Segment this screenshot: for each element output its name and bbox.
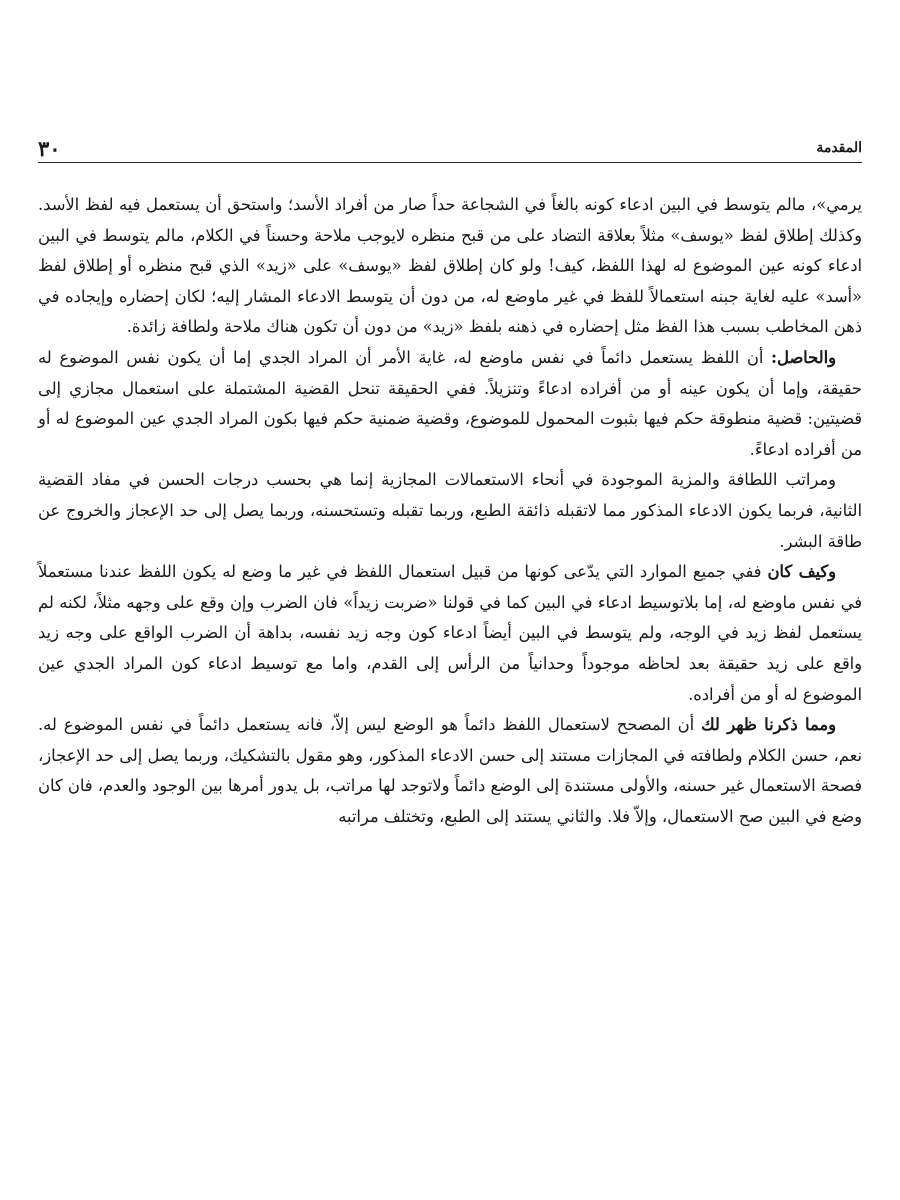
- paragraph-text: يرمي»، مالم يتوسط في البين ادعاء كونه بالغاً في الشجاعة حداً صار من أفراد الأسد؛ واستحق أن يستعمل فيه لفظ الأسد. وكذلك إطلاق لفظ «يوسف» مثلاً بعلاقة التضاد على من قبح منظره لايوجب ملاحة وحسناً في الكلام، مالم يتوسط في البين ادعاء كونه عين الموضوع له لهذا اللفظ، كيف! ولو كان إطلاق لفظ «يوسف» على «زيد» الذي قبح منظره أو إطلاق لفظ «أسد» عليه لغاية جبنه استعمالاً للفظ في غير ماوضع له، من دون أن يتوسط الادعاء المشار إليه؛ لكان إحضاره وإيجاده في ذهن المخاطب بسبب هذا الفظ مثل إحضاره في ذهنه بلفظ «زيد» من دون أن تكون هناك ملاحة ولطافة زائدة.: [38, 195, 862, 337]
- body-text: [38, 190, 862, 832]
- paragraph: [38, 710, 862, 832]
- paragraph-text: أن اللفظ يستعمل دائماً في نفس ماوضع له، غاية الأمر أن المراد الجدي إما أن يكون نفس الموضوع له حقيقة، وإما أن يكون عينه أو من أفراده ادعاءً وتنزيلاً. ففي الحقيقة تنحل القضية المشتملة على استعمال مجازي إلى قضيتين: قضية منطوقة حكم فيها بثبوت المحمول للموضوع، وقضية ضمنية حكم فيها بكون المراد الجدي عين الموضوع له أو من أفراده ادعاءً.: [38, 347, 862, 459]
- page-number: ٣٠: [38, 135, 61, 161]
- paragraph-lead: ومما ذكرنا ظهر لك: [701, 715, 836, 735]
- paragraph-text: ومراتب اللطافة والمزية الموجودة في أنحاء الاستعمالات المجازية إنما هي بحسب درجات الحسن في مفاد القضية الثانية، فربما يكون الادعاء المذكور مما لاتقبله ذائقة الطبع، وربما تقبله وتستحسنه، وربما يصل إلى حد الإعجاز والخروج عن طاقة البشر.: [38, 470, 862, 551]
- paragraph-text: أن المصحح لاستعمال اللفظ دائماً هو الوضع ليس إلاّ، فانه يستعمل دائماً في نفس الموضوع له. نعم، حسن الكلام ولطافته في المجازات مستند إلى حسن الادعاء المذكور، وهو مقول بالتشكيك، وربما يصل إلى حد الإعجاز، فصحة الاستعمال غير حسنه، والأولى مستندة إلى الوضع دائماً ولاتوجد لها مراتب، بل يدور أمرها بين الوجود والعدم، فان كان وضع في البين صح الاستعمال، وإلاّ فلا. والثاني يستند إلى الطبع، وتختلف مراتبه: [38, 715, 862, 826]
- paragraph: [38, 465, 862, 557]
- header-divider: [38, 162, 862, 163]
- paragraph-lead: والحاصل:: [771, 347, 836, 367]
- chapter-title: المقدمة: [816, 140, 862, 156]
- paragraph: [38, 190, 862, 343]
- paragraph-text: ففي جميع الموارد التي يدّعى كونها من قبيل استعمال اللفظ في غير ما وضع له يكون اللفظ عندنا مستعملاً في نفس ماوضع له، إما بلاتوسيط ادعاء في البين كما في قولنا «ضربت زيداً» فان الضرب وإن وقع على وجهه مثلاً، لكنه لم يستعمل لفظ زيد في الوجه، ولم يتوسط في البين أيضاً ادعاء كون وجه زيد نفسه، بداهة أن الضرب الواقع على وجه زيد واقع على زيد حقيقة بعد لحاظه موجوداً وحدانياً من الرأس إلى القدم، واما مع توسيط ادعاء كون المراد الجدي عين الموضوع له أو من أفراده.: [38, 562, 862, 704]
- paragraph: [38, 343, 862, 465]
- paragraph-lead: وكيف كان: [767, 562, 836, 582]
- page-header: [38, 134, 862, 162]
- paragraph: [38, 557, 862, 710]
